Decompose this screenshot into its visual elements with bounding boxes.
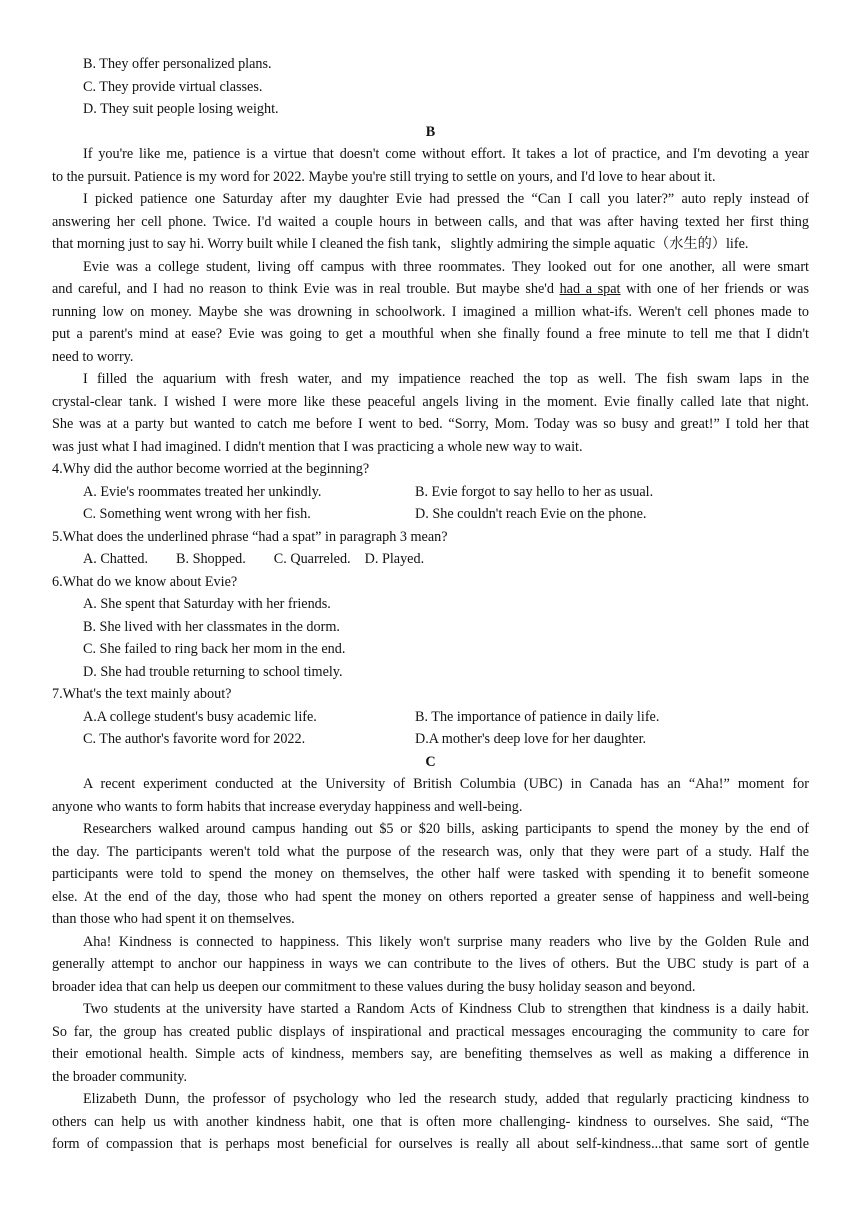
question-4-option-b: B. Evie forgot to say hello to her as usual. — [415, 483, 654, 500]
text-line: Researchers walked around campus handing out $5 or $20 bills, asking participants to spend the money by the end of — [83, 821, 809, 837]
text-line: broader idea that can help us deepen our commitment to these values during the busy holiday season and beyond. — [52, 978, 696, 995]
question-7-option-d: D.A mother's deep love for her daughter. — [415, 731, 647, 747]
question-5-option-a: A. Chatted. — [83, 551, 149, 567]
text-line: anyone who wants to form habits that increase everyday happiness and well-being. — [52, 798, 523, 815]
text-line: their emotional health. Simple acts of kindness, members say, are benefiting themselves as well as making a difference in — [52, 1046, 809, 1062]
text-line: Evie was a college student, living off campus with three roommates. They looked out for one another, all were smart — [83, 258, 809, 275]
question-6-option-a: A. She spent that Saturday with her friends. — [83, 596, 331, 612]
question-4-stem: 4.Why did the author become worried at the beginning? — [52, 461, 370, 477]
question-4-option-d: D. She couldn't reach Evie on the phone. — [415, 506, 647, 522]
paragraph-c5 — [52, 1088, 809, 1156]
section-heading-b: B — [425, 123, 436, 140]
text-fragment: with one of her friends or was — [620, 281, 809, 297]
text-line: running low on money. Maybe she was drowning in schoolwork. I imagined a million what-ifs. Weren't cell phones made to — [52, 303, 809, 320]
paragraph-c3 — [52, 931, 809, 999]
text-line: else. At the end of the day, those who had spent the money on others reported a greater sense of happiness and well-being — [52, 888, 809, 905]
paragraph-b1 — [52, 143, 809, 188]
paragraph-b3 — [52, 256, 809, 369]
question-4-options-row2 — [52, 503, 809, 526]
text-line: I filled the aquarium with fresh water, and my impatience reached the top as well. The fish swam laps in the — [83, 371, 809, 387]
question-5-option-c: C. Quarreled. — [273, 551, 351, 567]
question-7-option-a: A.A college student's busy academic life. — [83, 708, 317, 725]
question-7-options-row1 — [52, 706, 809, 729]
text-line: than those who had spent it on themselves. — [52, 911, 295, 927]
text-line: Aha! Kindness is connected to happiness. This likely won't surprise many readers who live by the Golden Rule and — [83, 933, 809, 950]
paragraph-c4 — [52, 998, 809, 1088]
text-line: put a parent's mind at ease? Evie was going to get a mouthful when she finally found a free minute to tell me that I didn't — [52, 326, 809, 342]
question-4-option-c: C. Something went wrong with her fish. — [83, 506, 311, 522]
text-line: to the pursuit. Patience is my word for 2022. Maybe you're still trying to settle on yours, and I'd love to hear about it. — [52, 168, 716, 185]
text-line: She was at a party but wanted to catch me before I went to bed. “Sorry, Mom. Today was so busy and great!” I told her that — [52, 416, 809, 432]
option-c: C. They provide virtual classes. — [83, 78, 263, 95]
question-7-options-row2 — [52, 728, 809, 751]
text-line: crystal-clear tank. I wished I were more like these peaceful angels living in the moment. Evie finally called late that night. — [52, 393, 809, 410]
question-7-option-b: B. The importance of patience in daily life. — [415, 708, 660, 725]
text-line: A recent experiment conducted at the University of British Columbia (UBC) in Canada has an “Aha!” moment for — [83, 776, 809, 792]
question-7-stem: 7.What's the text mainly about? — [52, 686, 232, 702]
text-line: others can help us with another kindness habit, one that is often more challenging- kindness to ourselves. She said, “The — [52, 1113, 809, 1130]
question-7-option-c: C. The author's favorite word for 2022. — [83, 731, 306, 747]
question-5-option-d: D. Played. — [364, 551, 425, 567]
question-5-stem: 5.What does the underlined phrase “had a spat” in paragraph 3 mean? — [52, 528, 448, 545]
paragraph-b2 — [52, 188, 809, 256]
text-line: So far, the group has created public displays of inspirational and practical messages encouraging the community to care for — [52, 1023, 809, 1040]
text-line: Elizabeth Dunn, the professor of psychology who led the research study, added that regularly practicing kindness to — [83, 1091, 809, 1107]
document-page — [52, 53, 809, 1156]
question-6-option-d: D. She had trouble returning to school timely. — [83, 663, 343, 680]
text-line: answering her cell phone. Twice. I'd waited a couple hours in between calls, and that was after having texted her first thing — [52, 213, 809, 230]
section-heading-c: C — [425, 753, 436, 770]
question-4-options-row1 — [52, 481, 809, 504]
text-line: was just what I had imagined. I didn't mention that I was practicing a whole new way to wait. — [52, 438, 583, 455]
question-5-option-b: B. Shopped. — [176, 551, 246, 567]
text-line: If you're like me, patience is a virtue that doesn't come without effort. It takes a lot of practice, and I'm devoting a year — [83, 146, 809, 162]
text-line: participants were told to spend the money on themselves, the other half were tasked with spending it to benefit someone — [52, 866, 809, 882]
text-line: the day. The participants weren't told what the purpose of the research was, only that they were part of a study. Half the — [52, 843, 809, 860]
paragraph-c2 — [52, 818, 809, 931]
paragraph-b4 — [52, 368, 809, 458]
question-4-option-a: A. Evie's roommates treated her unkindly. — [83, 483, 322, 500]
text-line: need to worry. — [52, 348, 134, 365]
text-fragment: and careful, and I had no reason to think Evie was in real trouble. But maybe she'd — [52, 281, 560, 297]
text-line: I picked patience one Saturday after my daughter Evie had pressed the “Can I call you later?” auto reply instead of — [83, 191, 809, 207]
option-b: B. They offer personalized plans. — [83, 56, 272, 72]
paragraph-c1 — [52, 773, 809, 818]
question-5-options — [52, 548, 809, 571]
question-6-option-b: B. She lived with her classmates in the dorm. — [83, 618, 340, 635]
text-line: form of compassion that is perhaps most beneficial for ourselves is really all about self-kindness...that same sort of gentle — [52, 1136, 809, 1152]
text-line: generally attempt to anchor our happiness in ways we can contribute to the lives of others. But the UBC study is part of a — [52, 956, 809, 972]
question-6-option-c: C. She failed to ring back her mom in the end. — [83, 641, 346, 657]
text-line: that morning just to say hi. Worry built while I cleaned the fish tank，slightly admiring the simple aquatic（水生的）life. — [52, 236, 749, 252]
text-line-with-underline — [52, 278, 809, 301]
text-line: Two students at the university have started a Random Acts of Kindness Club to strengthen that kindness is a daily habit. — [83, 1001, 809, 1017]
underlined-phrase: had a spat — [559, 281, 621, 297]
question-6-stem: 6.What do we know about Evie? — [52, 573, 238, 590]
option-d: D. They suit people losing weight. — [83, 101, 279, 117]
text-line: the broader community. — [52, 1068, 188, 1085]
